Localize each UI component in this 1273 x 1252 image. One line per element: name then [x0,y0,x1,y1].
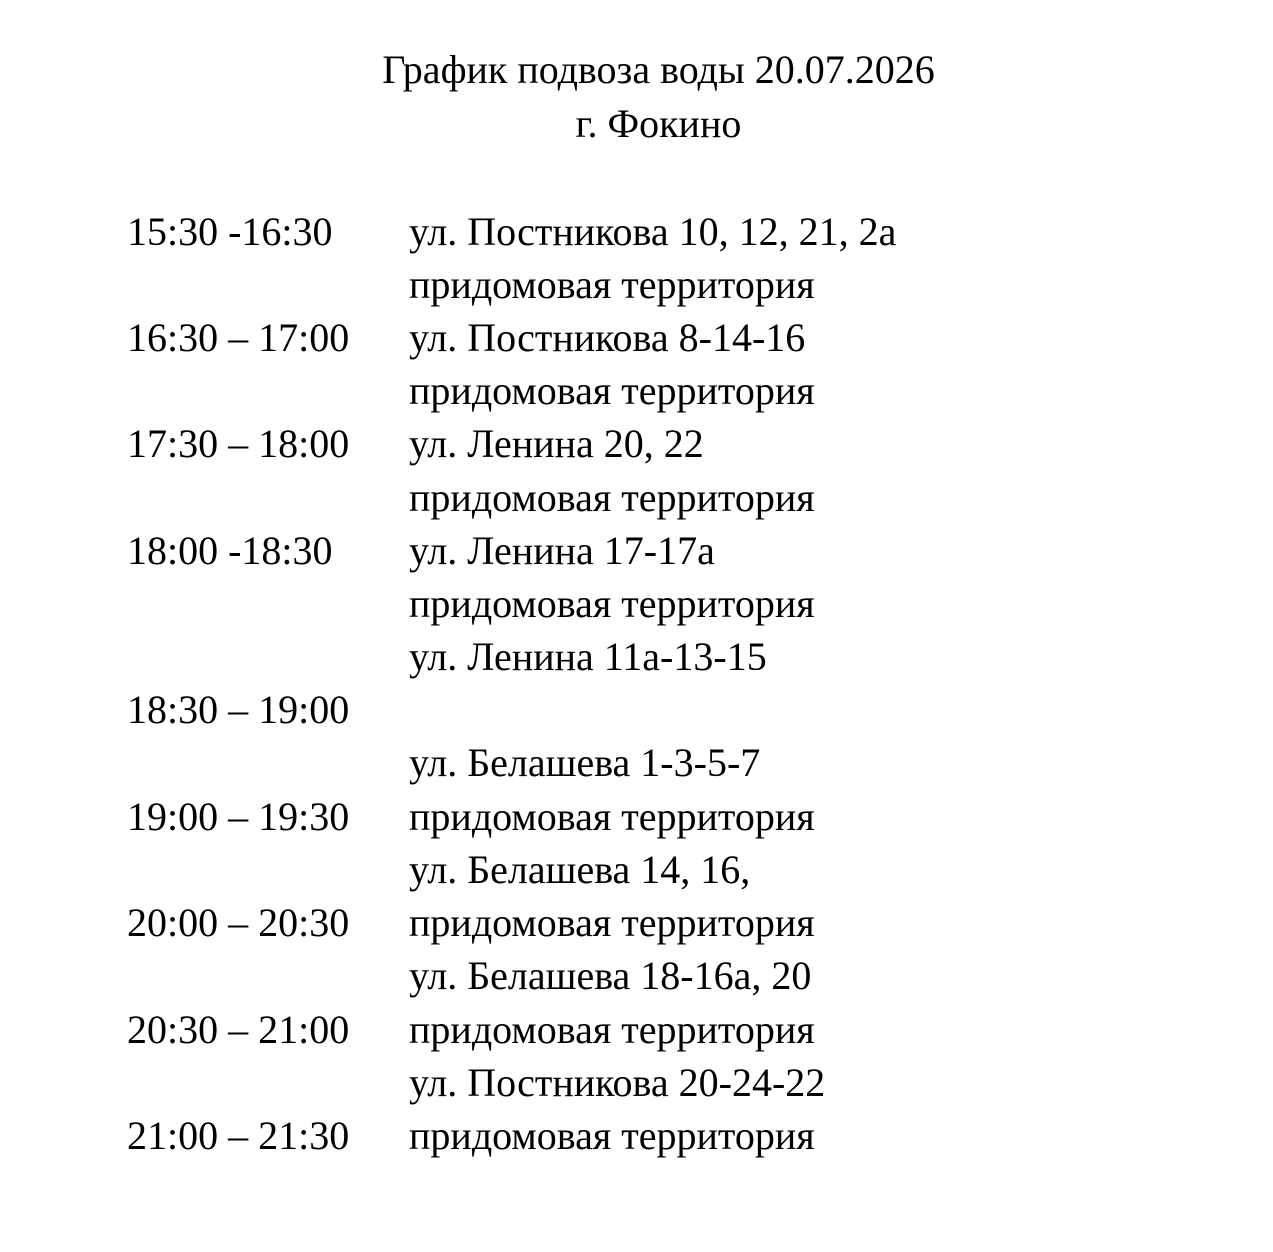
schedule-address: придомовая территория [409,475,815,520]
schedule-address: придомовая территория [409,1007,815,1052]
schedule-time: 18:00 -18:30 [127,528,333,573]
schedule-address: придомовая территория [409,581,815,626]
schedule-time: 19:00 – 19:30 [127,794,350,839]
schedule-address: придомовая территория [409,794,815,839]
schedule-time: 18:30 – 19:00 [127,687,350,732]
schedule-time: 15:30 -16:30 [127,209,333,254]
schedule-address: ул. Постникова 10, 12, 21, 2а [409,209,897,254]
document-subtitle: г. Фокино [575,101,742,146]
schedule-time: 17:30 – 18:00 [127,421,350,466]
document-title: График подвоза воды 20.07.2026 [382,47,935,92]
schedule-time: 20:30 – 21:00 [127,1007,350,1052]
schedule-address: ул. Ленина 11а-13-15 [409,634,767,679]
schedule-time: 16:30 – 17:00 [127,315,350,360]
schedule-address: ул. Белашева 14, 16, [409,847,751,892]
schedule-address: ул. Постникова 8-14-16 [409,315,806,360]
schedule-address: придомовая территория [409,262,815,307]
schedule-address: придомовая территория [409,368,815,413]
schedule-address: придомовая территория [409,900,815,945]
schedule-address: ул. Ленина 17-17а [409,528,715,573]
schedule-address: ул. Постникова 20-24-22 [409,1060,826,1105]
schedule-address: ул. Белашева 1-3-5-7 [409,740,761,785]
schedule-time: 20:00 – 20:30 [127,900,350,945]
schedule-address: ул. Ленина 20, 22 [409,421,704,466]
schedule-time: 21:00 – 21:30 [127,1113,350,1158]
schedule-address: ул. Белашева 18-16а, 20 [409,953,812,998]
schedule-address: придомовая территория [409,1113,815,1158]
